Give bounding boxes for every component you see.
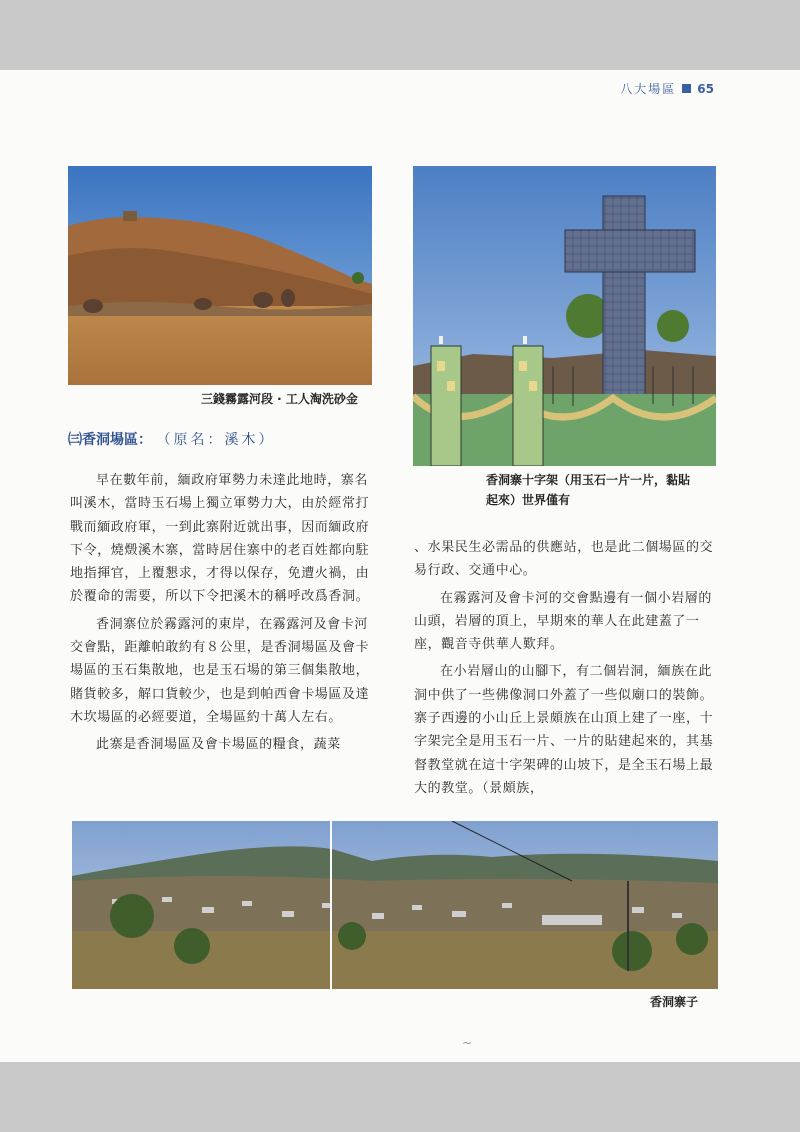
- photo-river-panning: [68, 166, 372, 385]
- photo2-caption: [486, 470, 690, 510]
- section-title: 八大場區: [620, 82, 677, 96]
- paragraph: 香洞寨位於霧露河的東岸，在霧露河及會卡河交會點，距離帕敢約有８公里，是香洞場區及會卡場區的玉石集散地，也是玉石場的第三個集散地，賭貨較多，解口貨較少，也是到帕西會卡場區及達木坎場區的必經要道，全場區約十萬人左右。: [70, 616, 370, 725]
- page-number: 65: [697, 81, 714, 96]
- paragraph: 、水果民生必需品的供應站，也是此二個場區的交易行政、交通中心。: [414, 540, 714, 579]
- photo1-caption: 三錢霧露河段 · 工人淘洗砂金: [201, 392, 358, 406]
- paragraph: 在霧露河及會卡河的交會點邊有一個小岩層的山頭，岩層的頂上，早期來的華人在此建蓋了一座，觀音寺供華人歎拜。: [414, 590, 713, 653]
- photo2-caption-line-2: 起來）世界僅有: [486, 493, 571, 507]
- photo-village-panorama: [72, 821, 718, 989]
- section-heading: [68, 430, 275, 450]
- square-icon: [682, 84, 691, 93]
- photo3-caption: 香洞寨子: [650, 995, 699, 1009]
- section-heading-title: ㈢香洞場區：: [68, 432, 152, 448]
- section-heading-subtitle: （原名：溪木）: [156, 432, 276, 448]
- scan-mark: ~: [462, 1036, 473, 1050]
- photo2-caption-line-1: 香洞寨十字架（用玉石一片一片，黏貼: [486, 473, 691, 487]
- left-text-column: [70, 469, 378, 761]
- paragraph: 在小岩層山的山腳下，有二個岩洞，緬族在此洞中供了一些佛像洞口外蓋了一些似廟口的裝飾。寨子西邊的小山丘上景頗族在山頂上建了一座，十字架完全是用玉石一片、一片的貼建起來的，其基督教堂就在這十字架碑的山坡下，是全玉石場上最大的教堂。（景頗族，: [414, 664, 714, 796]
- photo-jade-cross: [413, 166, 716, 466]
- paragraph: 此寨是香洞場區及會卡場區的糧食，蔬菜: [96, 737, 341, 753]
- right-text-column: [414, 536, 718, 804]
- paragraph: 早在數年前，緬政府軍勢力未達此地時，寨名叫溪木，當時玉石場上獨立軍勢力大，由於經常打戰而緬政府軍，一到此寨附近就出事，因而緬政府下令，燒燬溪木寨，當時居住寨中的老百姓都向駐地指揮官，上覆懇求，才得以保存，免遭火禍，由於覆命的需要，所以下令把溪木的稱呼改爲香洞。: [70, 473, 370, 605]
- running-header: [620, 80, 714, 97]
